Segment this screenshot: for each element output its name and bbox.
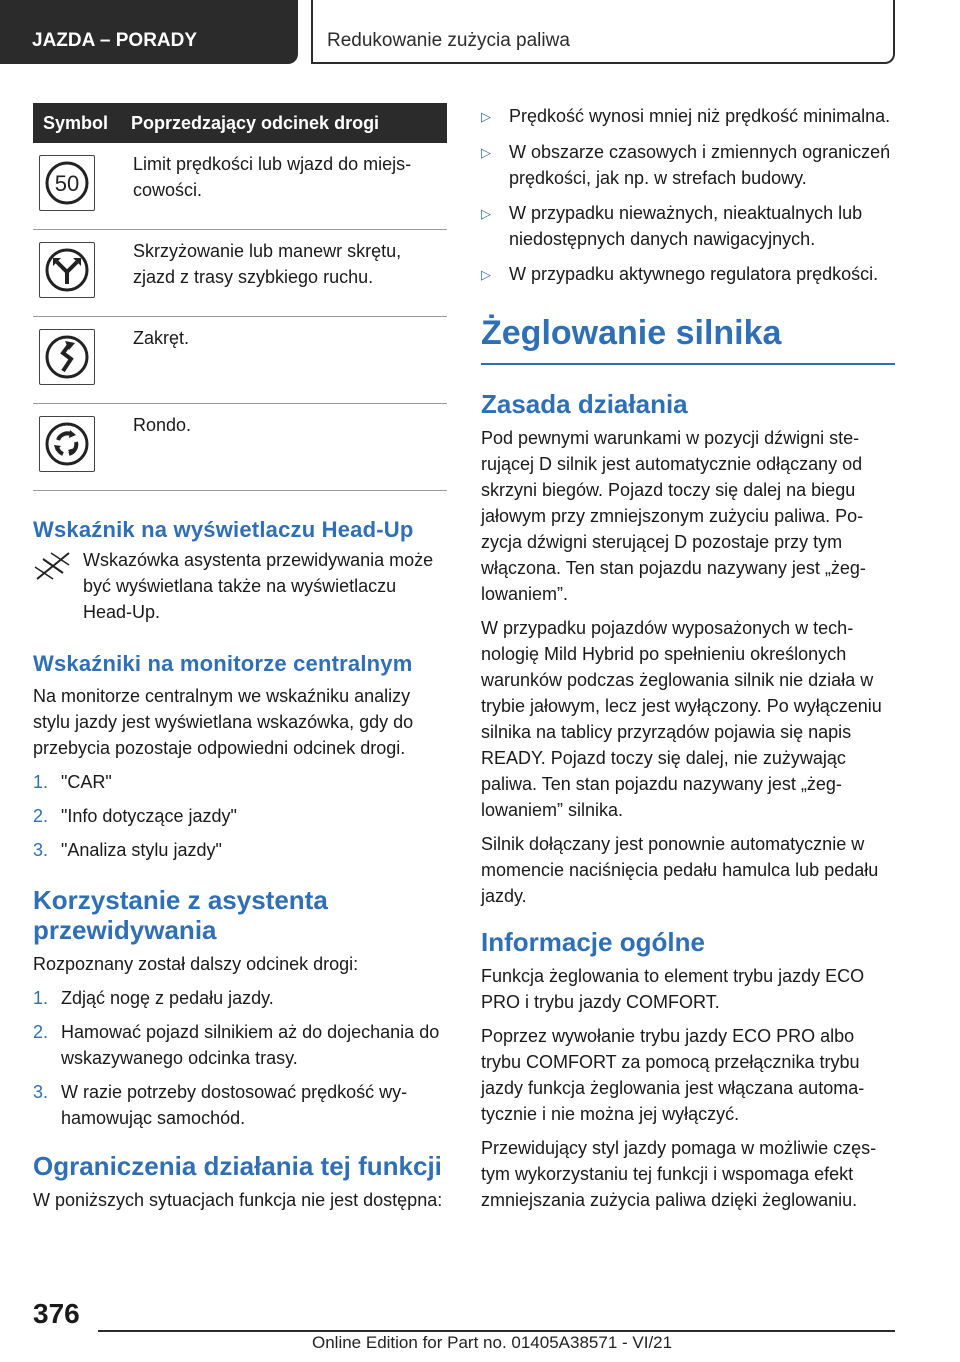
junction-icon [39, 242, 95, 298]
hud-text: Wskazówka asystenta przewidywania może być wyświetlana także na wyświetlaczu Head-Up. [83, 550, 434, 622]
footer-divider [98, 1330, 895, 1332]
edition-info: Online Edition for Part no. 01405A38571 - VI/21 [312, 1333, 673, 1352]
list-number: 3. [33, 840, 49, 860]
principle-heading: Zasada działania [481, 389, 688, 419]
table-cell-text: Skrzyżowanie lub manewr skrętu, zjazd z trasy szybkiego ruchu. [121, 230, 447, 317]
table-cell-text: Rondo. [121, 404, 447, 491]
paragraph: Silnik dołączany jest ponownie automatycznie w momencie naciśnięcia pedału hamulca lub pedału jazdy. [481, 834, 879, 906]
chapter-tab [0, 0, 298, 64]
right-column [481, 103, 895, 1221]
table-row [33, 143, 447, 230]
list-item [33, 1079, 447, 1131]
list-item [481, 261, 895, 288]
symbol-table [33, 103, 447, 491]
paragraph: Funkcja żeglowania to element trybu jazdy ECO PRO i trybu jazdy COMFORT. [481, 966, 865, 1012]
list-item [33, 803, 447, 829]
table-cell-icon [33, 230, 121, 317]
list-number: 2. [33, 806, 49, 826]
list-text: "CAR" [61, 772, 112, 792]
monitor-heading: Wskaźniki na monitorze centralnym [33, 651, 413, 676]
table-cell-text: Zakręt. [121, 317, 447, 404]
hud-heading: Wskaźnik na wyświetlaczu Head-Up [33, 517, 414, 542]
limits-list [481, 103, 895, 288]
paragraph: Pod pewnymi warunkami w pozycji dźwigni sterującej D silnik jest automatycznie odłączany od skrzyni biegów. Pojazd toczy się dalej na biegu jałowym przy zmniejszonym zużyciu paliwa. Pozycja dźwigni sterującej D pozostaje przy tym włączona. Ten stan pojazdu nazywany jest „żeglowaniem”. [481, 428, 866, 604]
speed-limit-50-icon [39, 155, 95, 211]
table-header-row [33, 103, 447, 143]
table-header-description: Poprzedzający odcinek drogi [121, 103, 447, 143]
list-item [33, 769, 447, 795]
table-row [33, 230, 447, 317]
paragraph: W przypadku pojazdów wyposażonych w technologię Mild Hybrid po spełnieniu określonych warunków podczas żeglowania silnik nie działa w trybie jałowym, lecz jest wyłączony. Po wyłączeniu silnika na tablicy przyrządów pojawia się napis READY. Pojazd toczy się dalej, nie zużywając paliwa. Ten stan pojazdu nazywany jest „żeglowaniem” silnika. [481, 618, 882, 820]
table-cell-icon [33, 317, 121, 404]
list-item [33, 985, 447, 1011]
list-item [481, 139, 895, 191]
list-number: 3. [33, 1082, 49, 1102]
list-text: "Analiza stylu jazdy" [61, 840, 222, 860]
usage-text: Rozpoznany został dalszy odcinek drogi: [33, 954, 359, 974]
general-section [481, 927, 895, 1213]
list-text: Hamować pojazd silnikiem aż do dojechania do wskazywanego odcinka trasy. [61, 1022, 440, 1068]
list-text: W przypadku aktywnego regulatora prędkości. [509, 264, 879, 284]
list-number: 1. [33, 988, 49, 1008]
list-number: 1. [33, 772, 49, 792]
list-item [33, 837, 447, 863]
triangle-bullet-icon: ▷ [481, 109, 491, 124]
limits-heading: Ograniczenia działania tej funkcji [33, 1151, 442, 1181]
limits-text: W poniższych sytuacjach funkcja nie jest dostępna: [33, 1190, 443, 1210]
general-heading: Informacje ogólne [481, 927, 705, 957]
hud-note [33, 549, 447, 625]
list-text: "Info dotyczące jazdy" [61, 806, 237, 826]
table-header-symbol: Symbol [33, 103, 121, 143]
chapter-title: Redukowanie zużycia paliwa [327, 30, 570, 51]
chapter-header [311, 0, 895, 64]
table-row [33, 317, 447, 404]
table-cell-icon [33, 404, 121, 491]
list-item [481, 200, 895, 252]
triangle-bullet-icon: ▷ [481, 206, 491, 221]
monitor-steps [33, 769, 447, 863]
triangle-bullet-icon: ▷ [481, 267, 491, 282]
roundabout-icon [39, 416, 95, 472]
monitor-text: Na monitorze centralnym we wskaźniku analizy stylu jazdy jest wyświetlana wskazówka, gdy do przebycia pozostaje odpowiedni odcinek drogi. [33, 686, 414, 758]
list-text: W przypadku nieważnych, nieaktualnych lub niedostępnych danych nawigacyjnych. [509, 203, 863, 249]
list-item [481, 103, 895, 130]
head-up-display-icon [33, 549, 73, 583]
list-text: W razie potrzeby dostosować prędkość wyhamowując samochód. [61, 1082, 408, 1128]
list-text: W obszarze czasowych i zmiennych ograniczeń prędkości, jak np. w strefach budowy. [509, 142, 891, 188]
page-number: 376 [33, 1298, 80, 1329]
section-title: JAZDA – PORADY [32, 30, 198, 51]
left-column [33, 103, 447, 1213]
usage-heading: Korzystanie z asystenta przewidywania [33, 885, 328, 945]
list-text: Zdjąć nogę z pedału jazdy. [61, 988, 274, 1008]
table-row [33, 404, 447, 491]
principle-section [481, 389, 895, 909]
curve-icon [39, 329, 95, 385]
list-item [33, 1019, 447, 1071]
paragraph: Poprzez wywołanie trybu jazdy ECO PRO albo trybu COMFORT za pomocą przełącznika trybu jazdy funkcja żeglowania jest włączana automatycznie i nie można jej wyłączyć. [481, 1026, 865, 1124]
triangle-bullet-icon: ▷ [481, 145, 491, 160]
list-number: 2. [33, 1022, 49, 1042]
usage-steps [33, 985, 447, 1131]
section-heading: Żeglowanie silnika [481, 314, 895, 365]
list-text: Prędkość wynosi mniej niż prędkość minimalna. [509, 106, 891, 126]
table-cell-text: Limit prędkości lub wjazd do miejscowości. [121, 143, 447, 230]
paragraph: Przewidujący styl jazdy pomaga w możliwie częstym wykorzystaniu tej funkcji i wspomaga efekt zmniejszania zużycia paliwa dzięki żeglowaniu. [481, 1138, 877, 1210]
speed-limit-value: 50 [54, 171, 80, 196]
table-cell-icon [33, 143, 121, 230]
